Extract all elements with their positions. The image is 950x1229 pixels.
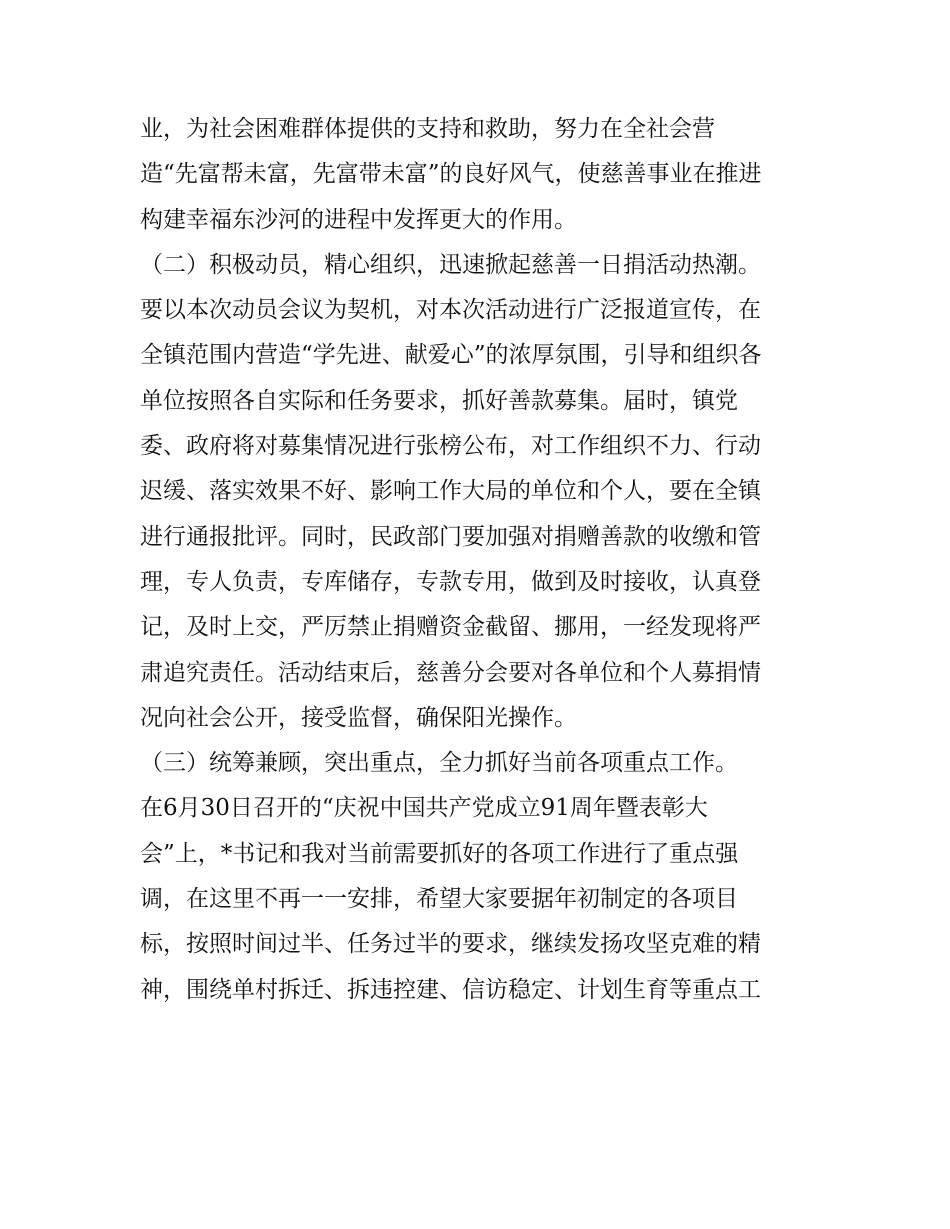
text-line: 调，在这里不再一一安排，希望大家要据年初制定的各项目 (140, 886, 738, 913)
text-line: 记，及时上交，严厉禁止捐赠资金截留、挪用，一经发现将严 (140, 614, 761, 641)
text-line: 在6月30日召开的“庆祝中国共产党成立91周年暨表彰大 (140, 795, 708, 822)
text-line: 进行通报批评。同时，民政部门要加强对捐赠善款的收缴和管 (140, 523, 761, 550)
text-line: 单位按照各自实际和任务要求，抓好善款募集。届时，镇党 (140, 387, 738, 414)
text-line: 肃追究责任。活动结束后，慈善分会要对各单位和个人募捐情 (140, 659, 761, 686)
text-line: 理，专人负责，专库储存，专款专用，做到及时接收，认真登 (140, 568, 761, 595)
section-heading: （三）统筹兼顾，突出重点，全力抓好当前各项重点工作。 (140, 750, 738, 777)
text-line: 神，围绕单村拆迁、拆违控建、信访稳定、计划生育等重点工 (140, 976, 761, 1003)
text-line: 委、政府将对募集情况进行张榜公布，对工作组织不力、行动 (140, 433, 761, 460)
section-heading: （二）积极动员，精心组织，迅速掀起慈善一日捐活动热潮。 (140, 251, 761, 278)
text-line: 标，按照时间过半、任务过半的要求，继续发扬攻坚克难的精 (140, 931, 761, 958)
document-body (140, 107, 820, 1013)
text-line: 构建幸福东沙河的进程中发挥更大的作用。 (140, 206, 577, 233)
text-line: 迟缓、落实效果不好、影响工作大局的单位和个人，要在全镇 (140, 478, 761, 505)
text-line: 要以本次动员会议为契机，对本次活动进行广泛报道宣传，在 (140, 297, 761, 324)
text-line: 业，为社会困难群体提供的支持和救助，努力在全社会营 (140, 116, 715, 142)
text-line: 造“先富帮未富，先富带未富”的良好风气，使慈善事业在推进 (140, 161, 762, 188)
text-line: 况向社会公开，接受监督，确保阳光操作。 (140, 704, 577, 731)
text-line: 会”上，*书记和我对当前需要抓好的各项工作进行了重点强 (140, 840, 739, 867)
text-line: 全镇范围内营造“学先进、献爱心”的浓厚氛围，引导和组织各 (140, 342, 762, 369)
